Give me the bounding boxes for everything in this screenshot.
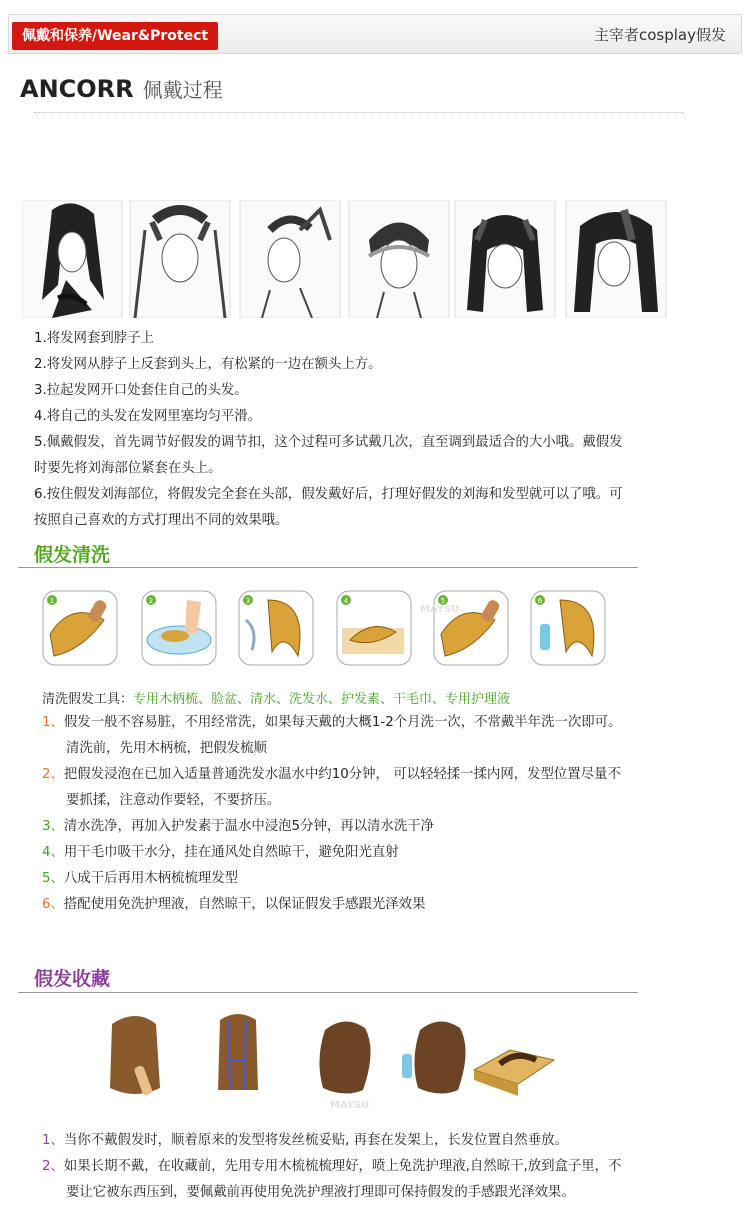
wearing-steps-image: [22, 200, 670, 318]
step-text: 搭配使用免洗护理液，自然晾干，以保证假发手感跟光泽效果: [63, 897, 426, 912]
storage-title: 假发收藏: [34, 968, 111, 990]
divider: [34, 112, 684, 113]
wearing-step: 2.将发网从脖子上反套到头上，有松紧的一边在额头上方。: [34, 357, 382, 372]
step-text: 要抓揉，注意动作要轻，不要挤压。: [66, 793, 281, 808]
step-number: 2、: [42, 1159, 64, 1174]
divider: [18, 567, 638, 568]
wearing-step: 时要先将刘海部位紧套在头上。: [34, 461, 222, 476]
svg-text:1: 1: [49, 597, 55, 605]
storage-steps: [42, 1128, 712, 1206]
svg-text:4: 4: [343, 597, 349, 605]
wearing-step: 3.拉起发网开口处套住自己的头发。: [34, 383, 248, 398]
step-number: 2、: [42, 767, 64, 782]
wearing-illustrations: [22, 200, 670, 318]
watermark: MAYSU: [420, 604, 460, 615]
washing-illustrations: [42, 590, 612, 668]
washing-step: [42, 866, 702, 892]
shop-name: 主宰者cosplay假发: [594, 26, 726, 44]
storage-illustrations: [100, 1010, 560, 1106]
step-text: 清洗前，先用木柄梳，把假发梳顺: [66, 741, 267, 756]
step-text: 当你不戴假发时，顺着原来的发型将发丝梳妥贴, 再套在发架上，长发位置自然垂放。: [63, 1133, 568, 1148]
step-text: 如果长期不戴，在收藏前，先用专用木梳梳梳理好，喷上免洗护理液,自然晾干,放到盒子里，不: [63, 1159, 622, 1174]
storage-step: [42, 1128, 712, 1154]
section-tab: 佩戴和保养/Wear&Protect: [12, 22, 218, 50]
step-text: 用干毛巾吸干水分，挂在通风处自然晾干，避免阳光直射: [63, 845, 399, 860]
storage-step-cont: [42, 1180, 712, 1206]
step-number: 6、: [42, 897, 64, 912]
step-text: 要让它被东西压到，要佩戴前再使用免洗护理液打理即可保持假发的手感跟光泽效果。: [66, 1185, 575, 1200]
step-text: 八成干后再用木柄梳梳理发型: [63, 871, 238, 886]
wearing-step: 4.将自己的头发在发网里塞均匀平滑。: [34, 409, 262, 424]
step-number: 1、: [42, 715, 64, 730]
step-text: 把假发浸泡在已加入适量普通洗发水温水中约10分钟， 可以轻轻揉一揉内网，发型位置尽量不: [63, 767, 621, 782]
washing-step: [42, 892, 702, 918]
wearing-step: 1.将发网套到脖子上: [34, 331, 154, 346]
wearing-steps: [34, 326, 694, 534]
step-number: 3、: [42, 819, 64, 834]
tools-label: 清洗假发工具：: [42, 692, 134, 707]
tools-value: 专用木柄梳、脸盆、清水、洗发水、护发素、干毛巾、专用护理液: [133, 692, 511, 707]
step-text: 假发一般不容易脏，不用经常洗，如果每天戴的大概1-2个月洗一次，不常戴半年洗一次即可。: [63, 715, 622, 730]
washing-step: [42, 814, 702, 840]
washing-step: [42, 710, 702, 736]
svg-text:6: 6: [537, 597, 543, 605]
wearing-title: 佩戴过程: [142, 78, 223, 102]
washing-step: [42, 840, 702, 866]
divider: [18, 992, 638, 993]
svg-text:5: 5: [440, 597, 446, 605]
washing-step-cont: [42, 788, 702, 814]
svg-text:3: 3: [245, 597, 251, 605]
storage-step: [42, 1154, 712, 1180]
washing-tools: [42, 688, 510, 707]
step-number: 1、: [42, 1133, 64, 1148]
wearing-heading: [20, 74, 223, 103]
washing-step-cont: [42, 736, 702, 762]
step-text: 清水洗净，再加入护发素于温水中浸泡5分钟，再以清水洗干净: [63, 819, 434, 834]
storage-steps-image: [100, 1010, 560, 1106]
watermark: MAYSU: [330, 1100, 370, 1111]
step-number: 4、: [42, 845, 64, 860]
svg-text:2: 2: [148, 597, 154, 605]
brand-name: ANCORR: [20, 75, 134, 103]
wearing-step: 按照自己喜欢的方式打理出不同的效果哦。: [34, 513, 289, 528]
wearing-step: 5.佩戴假发，首先调节好假发的调节扣，这个过程可多试戴几次，直至调到最适合的大小哦。戴假发: [34, 435, 623, 450]
washing-title: 假发清洗: [34, 544, 111, 566]
step-number: 5、: [42, 871, 64, 886]
washing-step: [42, 762, 702, 788]
washing-steps-image: [42, 590, 612, 668]
washing-steps: [42, 710, 702, 918]
wearing-step: 6.按住假发刘海部位，将假发完全套在头部，假发戴好后，打理好假发的刘海和发型就可以了哦。可: [34, 487, 623, 502]
